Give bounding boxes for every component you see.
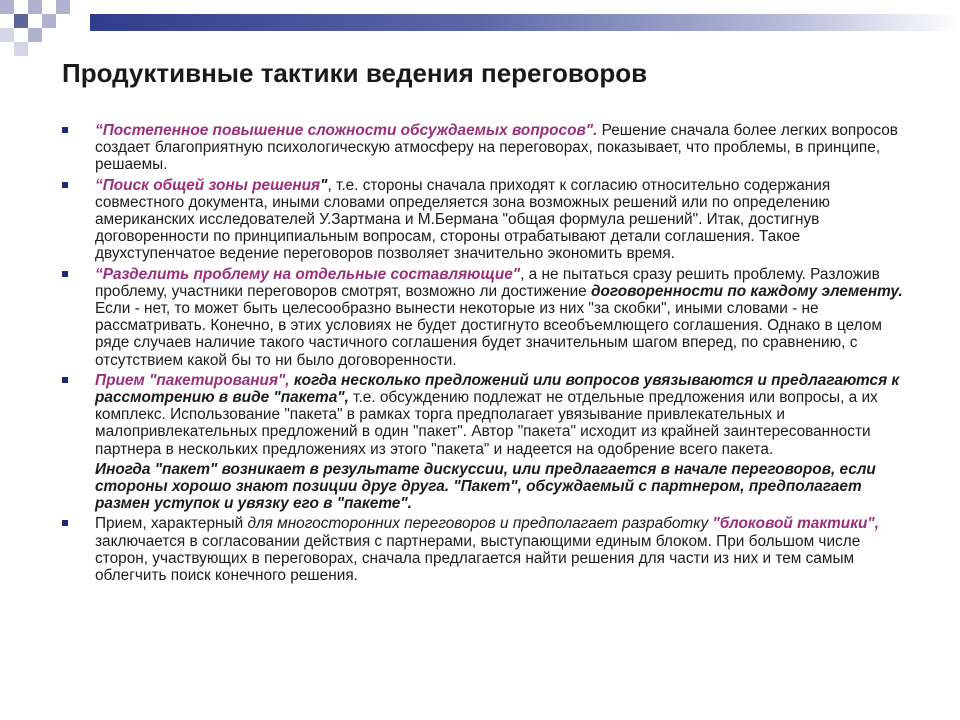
item-text: , а не пытаться сразу решить проблему. Разложив проблему, участники переговоров смотрят, возможно ли достижение — [95, 265, 880, 300]
item-text: т.е. обсуждению подлежат не отдельные предложения или вопросы, а их комплекс. Использование "пакета" в рамках торга предполагает увязывание привлекательных и малопривлекательных предложений в один "пакет". Автор "пакета" исходит из крайней заинтересованности партнера в нескольких предложениях из этого "пакета" и надеется на одобрение всего пакета. — [95, 389, 878, 458]
slide-title: Продуктивные тактики ведения переговоров — [62, 58, 648, 88]
item-emphasis: когда несколько предложений или вопросов увязываются и предлагаются к рассмотрению в виде "пакета", — [95, 371, 900, 407]
bullet-icon — [62, 520, 68, 526]
item-text: заключается в согласовании действия с партнерами, выступающими единым блоком. При большом числе сторон, участвующих в переговорах, сначала предлагается найти решения для части из них и тем самым облегчить поиск конечного решения. — [95, 532, 861, 585]
item-heading: “Постепенное повышение сложности обсуждаемых вопросов". — [95, 122, 598, 139]
deco-square — [14, 14, 28, 28]
list-item — [60, 122, 910, 174]
list-item — [60, 515, 910, 584]
bullet-icon — [62, 271, 68, 277]
item-italic: для многосторонних переговоров и предполагает разработку — [247, 515, 709, 533]
item-subparagraph: Иногда "пакет" возникает в результате дискуссии, или предлагается в начале переговоров, если стороны хорошо знают позиции друг друга. "Пакет", обсуждаемый с партнером, предполагает размен уступок и увязку его в "пакете". — [95, 460, 876, 513]
header-gradient-bar — [90, 14, 960, 31]
item-emphasis: договоренности по каждому элементу. — [591, 282, 903, 300]
bullet-icon — [62, 182, 68, 188]
deco-square — [42, 14, 56, 28]
deco-square — [0, 0, 14, 14]
deco-square — [28, 28, 42, 42]
item-heading: Прием "пакетирования", — [95, 371, 290, 389]
header-decoration — [0, 0, 960, 60]
bullet-icon — [62, 377, 68, 383]
deco-square — [56, 0, 70, 14]
list-item — [60, 177, 910, 263]
item-text: Прием, характерный — [95, 515, 248, 533]
deco-square — [0, 28, 14, 42]
list-item — [60, 266, 910, 369]
bullet-icon — [62, 127, 68, 133]
list-item — [60, 372, 910, 458]
item-heading: “Поиск общей зоны решения — [95, 176, 321, 194]
item-quote: " — [320, 176, 328, 194]
item-heading: "блоковой тактики", — [712, 515, 879, 533]
item-text: Если - нет, то может быть целесообразно вынести некоторые из них "за скобки", иными словами - не рассматривать. Конечно, в этих условиях не будет достигнуто всеобъемлющего соглашения. Однако в целом ряде случаев наличие такого частичного соглашения будет значительным шагом вперед, по сравнению, с отсутствием какой бы то ни было договоренности. — [95, 300, 882, 369]
deco-square — [14, 42, 28, 56]
deco-square — [28, 0, 42, 14]
item-text: Решение сначала более легких вопросов создает благоприятную психологическую атмосферу на переговорах, показывает, что проблемы, в принципе, решаемы. — [95, 122, 898, 174]
item-text: , т.е. стороны сначала приходят к согласию относительно содержания совместного документа, иными словами определяется зона возможных решений или по определению американских исследователей У.Зартмана и М.Бермана "общая формула решений". Итак, достигнув договоренности по принципиальным вопросам, стороны отрабатывают детали соглашения. Такое двухступенчатое ведение переговоров позволяет значительно экономить время. — [95, 176, 831, 263]
slide-content — [60, 122, 910, 587]
item-heading: “Разделить проблему на отдельные составляющие" — [95, 265, 521, 283]
